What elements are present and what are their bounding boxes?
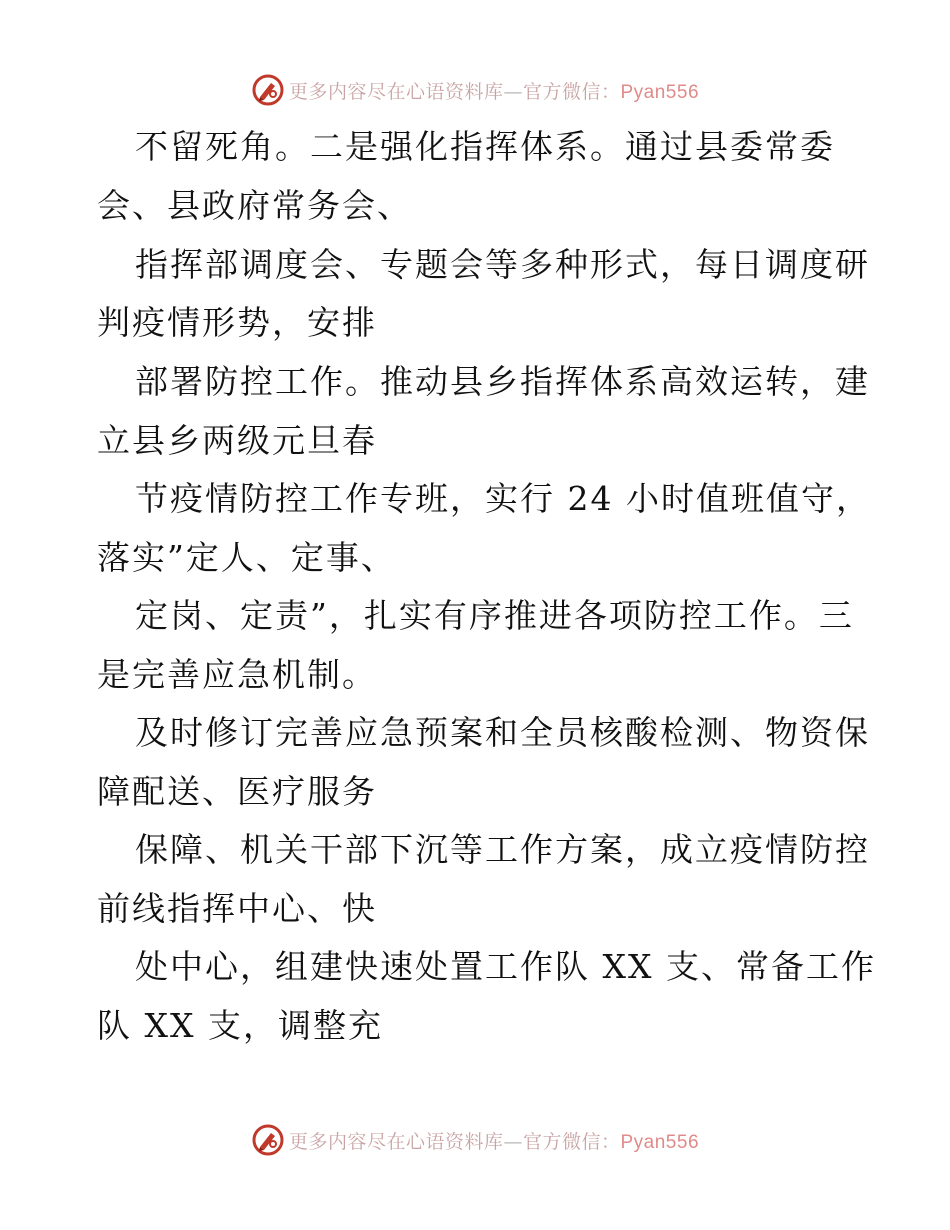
body-line: 保障、机关干部下沉等工作方案，成立疫情防控 [135,830,870,869]
body-line: 处中心，组建快速处置工作队 XX 支、常备工作 [135,947,876,986]
body-line: 判疫情形势，安排 [97,303,377,342]
body-line: 节疫情防控工作专班，实行 24 小时值班值守， [135,479,871,518]
header-brand: 更多内容尽在心语资料库 [288,80,504,103]
header-wechat-id: Pyan556 [620,81,700,103]
footer-wechat-id: Pyan556 [620,1131,700,1153]
body-line: 落实”定人、定事、 [97,538,396,577]
footer-wechat-label: 官方微信： [522,1130,621,1153]
body-line: 不留死角。二是强化指挥体系。通过县委常委 [135,127,835,166]
body-line: 是完善应急机制。 [97,655,377,694]
footer-brand: 更多内容尽在心语资料库 [288,1130,504,1153]
body-line: 定岗、定责”，扎实有序推进各项防控工作。三 [135,596,854,635]
footer-text [289,1127,699,1154]
footer-separator: — [503,1130,523,1153]
body-line: 及时修订完善应急预案和全员核酸检测、物资保 [135,713,870,752]
body-line: 队 XX 支，调整充 [97,1006,383,1045]
book-pen-logo-icon [251,1123,285,1157]
body-line: 立县乡两级元旦春 [97,421,377,460]
body-line: 前线指挥中心、快 [97,889,377,928]
body-line: 指挥部调度会、专题会等多种形式，每日调度研 [135,245,870,284]
footer-banner [0,1120,950,1160]
header-separator: — [503,80,523,103]
body-line: 障配送、医疗服务 [97,772,377,811]
body-line: 部署防控工作。推动县乡指挥体系高效运转，建 [135,362,870,401]
body-line: 会、县政府常务会、 [97,186,412,225]
header-wechat-label: 官方微信： [522,80,621,103]
